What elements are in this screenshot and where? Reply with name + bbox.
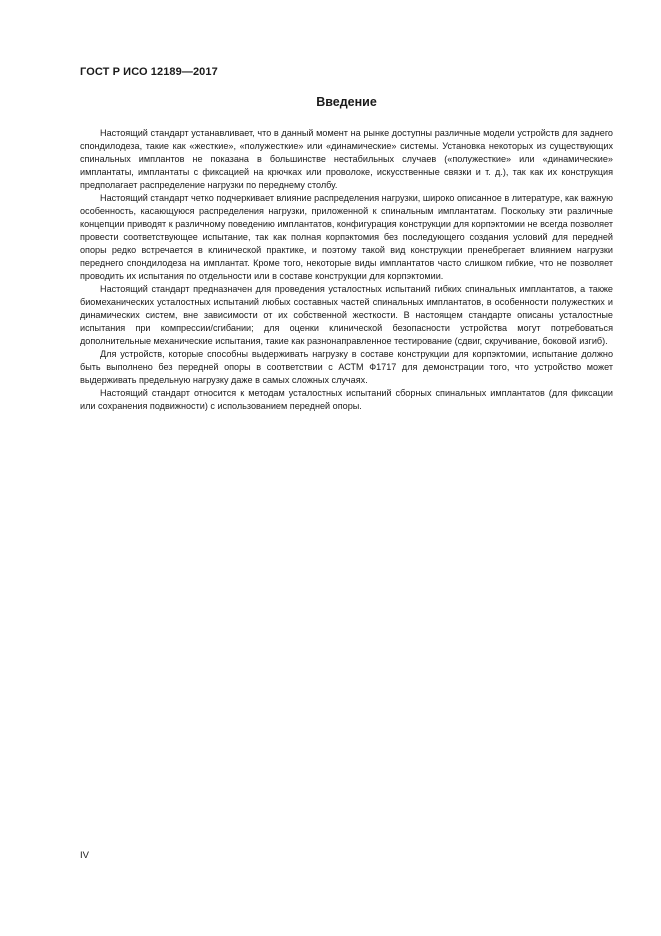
paragraph-1: Настоящий стандарт устанавливает, что в данный момент на рынке доступны различные модели устройств для заднего спондилодеза, такие как «жесткие», «полужесткие» или «динамические» системы. Установка некоторых из существующих спинальных имплантов не показана в большинстве нестабильных случаев («полужесткие» или «динамические» имплантаты, имплантаты с фиксацией на крючках или проволоке, искусственные связки и т. д.), так как их конструкция предполагает распределение нагрузки по переднему столбу. bbox=[80, 128, 613, 190]
paragraph-2: Настоящий стандарт четко подчеркивает влияние распределения нагрузки, широко описанное в литературе, как важную особенность, касающуюся распределения нагрузки, приложенной к спинальным имплантатам. Поскольку эти различные концепции приводят к различному поведению имплантатов, конфигурация конструкции для корпэктомии не всегда позволяет провести соответствующее испытание, так как полная корпэктомия без последующего создания условий для передней опоры редко встречается в клинической практике, и поэтому такой вид конструкции пренебрегает влиянием нагрузки переднего спондилодеза на имплантат. Кроме того, некоторые виды имплантатов часто слишком гибкие, что не позволяет проводить их испытания по отдельности или в составе конструкции для корпэктомии. bbox=[80, 193, 613, 281]
document-code: ГОСТ Р ИСО 12189—2017 bbox=[80, 66, 218, 78]
paragraph-3: Настоящий стандарт предназначен для проведения усталостных испытаний гибких спинальных имплантатов, а также биомеханических усталостных испытаний любых составных частей спинальных имплантатов, в особенности полужестких и динамических систем, вне зависимости от их собственной жесткости. В настоящем стандарте описаны усталостные испытания при компрессии/сгибании; для оценки клинической безопасности устройства могут потребоваться дополнительные механические испытания, такие как разнонаправленное тестирование (сдвиг, скручивание, боковой изгиб). bbox=[80, 284, 613, 346]
section-title: Введение bbox=[316, 95, 377, 109]
page-number: IV bbox=[80, 850, 89, 861]
paragraph-5: Настоящий стандарт относится к методам усталостных испытаний сборных спинальных имплантатов (для фиксации или сохранения подвижности) с использованием передней опоры. bbox=[80, 388, 613, 411]
body-text bbox=[80, 127, 613, 413]
paragraph-4: Для устройств, которые способны выдерживать нагрузку в составе конструкции для корпэктомии, испытание должно быть выполнено без передней опоры в соответствии с АСТМ Ф1717 для демонстрации того, что устройство может выдерживать предельную нагрузку даже в самых сложных случаях. bbox=[80, 349, 613, 385]
